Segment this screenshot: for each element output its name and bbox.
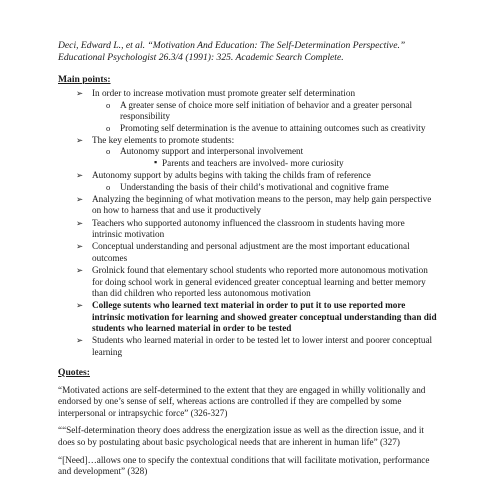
list-item-text: Understanding the basis of their child’s motivational and cognitive frame bbox=[120, 181, 389, 192]
list-item bbox=[58, 265, 437, 300]
list-item bbox=[120, 158, 437, 170]
list-item bbox=[58, 88, 437, 134]
arrow-bullet-icon: ➢ bbox=[76, 193, 84, 204]
list-item bbox=[92, 182, 437, 194]
list-item bbox=[92, 100, 437, 123]
circle-bullet-icon: o bbox=[106, 146, 111, 157]
square-bullet-icon: ▪ bbox=[154, 157, 158, 168]
list-item-text: Conceptual understanding and personal adjustment are the most important educational outcomes bbox=[92, 241, 410, 263]
sub-list bbox=[92, 100, 437, 135]
list-item-text: In order to increase motivation must promote greater self determination bbox=[92, 88, 356, 98]
citation: Deci, Edward L., et al. “Motivation And Education: The Self-Determination Perspective.” Educational Psychologist 26.3/4 (1991): 325. Academic Search Complete. bbox=[58, 40, 406, 63]
list-item-text: Parents and teachers are involved- more curiosity bbox=[162, 158, 344, 169]
sub-sub-list bbox=[120, 158, 437, 170]
list-item-text: Grolnick found that elementary school students who reported more autonomous motivation for doing school work in general evidenced greater conceptual learning and better memory than did children who reported less autonomous motivation bbox=[92, 264, 428, 299]
list-item bbox=[58, 194, 437, 217]
main-points-list bbox=[58, 88, 437, 359]
arrow-bullet-icon: ➢ bbox=[76, 264, 84, 275]
arrow-bullet-icon: ➢ bbox=[76, 170, 84, 181]
quotes-heading: Quotes: bbox=[58, 366, 90, 378]
list-item-text: Students who learned material in order to be tested let to lower interst and poorer conceptual learning bbox=[92, 335, 433, 358]
circle-bullet-icon: o bbox=[106, 99, 111, 110]
list-item bbox=[58, 300, 437, 335]
arrow-bullet-icon: ➢ bbox=[76, 241, 84, 252]
arrow-bullet-icon: ➢ bbox=[76, 300, 84, 311]
sub-list bbox=[92, 146, 437, 169]
list-item-text: A greater sense of choice more self initiation of behavior and a greater personal responsibility bbox=[120, 99, 413, 122]
list-item-text: The key elements to promote students: bbox=[92, 134, 235, 145]
list-item bbox=[58, 218, 437, 241]
list-item bbox=[58, 335, 437, 358]
list-item-text: Teachers who supported autonomy influenced the classroom in students having more intrinsic motivation bbox=[92, 217, 405, 240]
arrow-bullet-icon: ➢ bbox=[76, 134, 84, 145]
list-item bbox=[92, 146, 437, 169]
arrow-bullet-icon: ➢ bbox=[76, 217, 84, 228]
sub-list bbox=[92, 182, 437, 194]
arrow-bullet-icon: ➢ bbox=[76, 335, 84, 346]
quote-paragraph: ““Self-determination theory does address the energization issue as well as the direction issue, and it does so by postulating about basic psychological needs that are inherent in human life” (327) bbox=[58, 425, 424, 448]
circle-bullet-icon: o bbox=[106, 181, 111, 192]
list-item-text: Analyzing the beginning of what motivation means to the person, may help gain perspective on how to harness that and use it productively bbox=[92, 193, 432, 216]
main-points-heading: Main points: bbox=[58, 74, 111, 85]
list-item-text: Autonomy support and interpersonal involvement bbox=[120, 146, 304, 157]
list-item bbox=[58, 241, 437, 264]
arrow-bullet-icon: ➢ bbox=[76, 88, 84, 98]
circle-bullet-icon: o bbox=[106, 122, 111, 133]
list-item-text-bold: College sutents who learned text material in order to put it to use reported more intrinsic motivation for learning and showed greater conceptual understanding than did students who learned material in order to be tested bbox=[92, 300, 437, 334]
quote-paragraph: “[Need]…allows one to specify the contextual conditions that will facilitate motivation, performance and development” (328) bbox=[58, 454, 430, 477]
list-item-text: Promoting self determination is the avenue to attaining outcomes such as creativity bbox=[120, 122, 426, 133]
list-item bbox=[58, 135, 437, 170]
quote-paragraph: “Motivated actions are self-determined to the extent that they are engaged in whilly volitionally and endorsed by one’s sense of self, whereas actions are controlled if they are compelled by some interpersonal or intrapsychic force” (326-327) bbox=[58, 384, 426, 418]
list-item-text: Autonomy support by adults begins with taking the childs fram of reference bbox=[92, 170, 371, 181]
list-item bbox=[58, 170, 437, 193]
list-item bbox=[92, 123, 437, 135]
